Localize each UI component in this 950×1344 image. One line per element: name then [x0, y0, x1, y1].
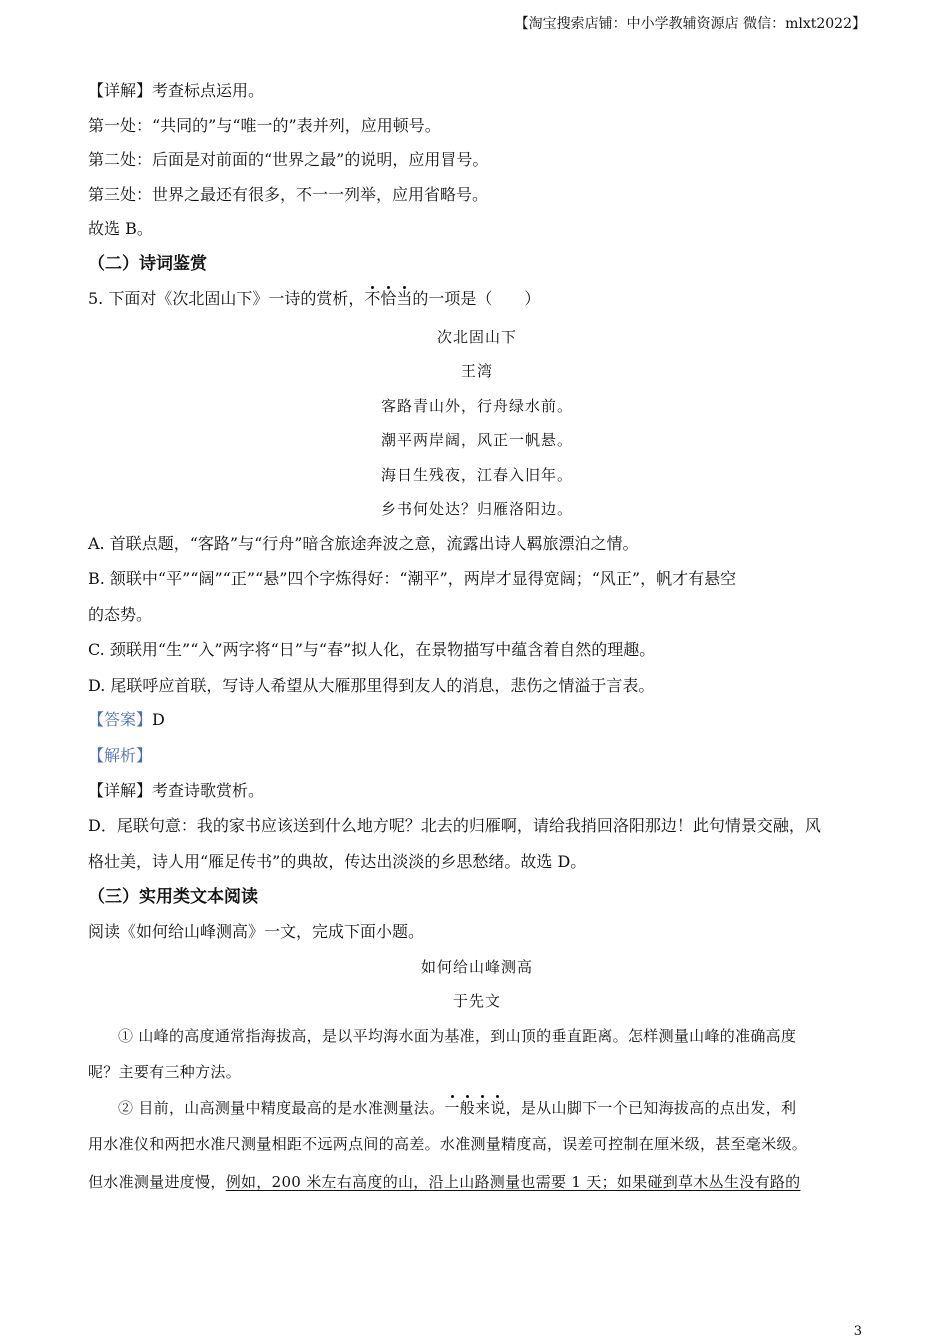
- q5-detail: 【详解】考查诗歌赏析。: [88, 781, 265, 800]
- option-d: D. 尾联呼应首联，写诗人希望从大雁那里得到友人的消息，悲伤之情溢于言表。: [88, 676, 655, 695]
- page-number: 3: [853, 1324, 862, 1339]
- article-p1-line-2: 呢？主要有三种方法。: [88, 1063, 242, 1081]
- page-header: 【淘宝搜索店铺：中小学教辅资源店 微信：mlxt2022】: [514, 16, 866, 32]
- section-3-intro: 阅读《如何给山峰测高》一文，完成下面小题。: [88, 922, 425, 941]
- emphasis-char: 当: [396, 289, 413, 308]
- poem-line: 客路青山外，行舟绿水前。: [380, 397, 573, 415]
- article-p2-suffix: ，是从山脚下一个已知海拔高的点出发，利: [505, 1099, 797, 1117]
- question-5: [88, 288, 866, 310]
- poem-line: 海日生残夜，江春入旧年。: [380, 466, 573, 484]
- answer-value: D: [152, 710, 165, 729]
- q4-point-1: 第一处：“共同的”与“唯一的”表并列，应用顿号。: [88, 116, 441, 135]
- emphasis-char: 般: [459, 1099, 475, 1117]
- q4-detail: 【详解】考查标点运用。: [88, 81, 265, 100]
- poem-line: 乡书何处达？归雁洛阳边。: [380, 500, 573, 518]
- article-title: 如何给山峰测高: [420, 958, 533, 976]
- emphasis-char: 来: [475, 1099, 491, 1117]
- poem-line: 潮平两岸阔，风正一帆悬。: [380, 431, 573, 449]
- q4-point-2: 第二处：后面是对前面的“世界之最”的说明，应用冒号。: [88, 150, 489, 169]
- question-5-suffix: 的一项是（ ）: [412, 289, 541, 308]
- option-b-line-2: 的态势。: [88, 605, 153, 624]
- option-a: A. 首联点题，“客路”与“行舟”暗含旅途奔波之意，流露出诗人羁旅漂泊之情。: [88, 534, 639, 553]
- emphasis-char: 恰: [380, 289, 397, 308]
- q5-explain-line-2: 格壮美，诗人用“雁足传书”的典故，传达出淡淡的乡思愁绪。故选 D。: [88, 852, 587, 871]
- answer: [88, 709, 866, 731]
- question-5-prefix: 5. 下面对《次北固山下》一诗的赏析，: [88, 289, 365, 308]
- poem-author: 王湾: [460, 362, 493, 380]
- poem-title: 次北固山下: [436, 328, 517, 346]
- option-b-line-1: B. 颔联中“平”“阔”“正”“悬”四个字炼得好：“潮平”，两岸才显得宽阔；“风正”，帆才有悬空: [88, 569, 737, 588]
- underlined-sentence: 例如，200 米左右高度的山，沿上山路测量也需要 1 天；如果碰到草木丛生没有路的: [225, 1173, 801, 1191]
- article-p1-line-1: ① 山峰的高度通常指海拔高，是以平均海水面为基准，到山顶的垂直距离。怎样测量山峰的准确高度: [118, 1027, 797, 1045]
- article-p2-line-3: [88, 1171, 866, 1193]
- q4-point-3: 第三处：世界之最还有很多，不一一列举，应用省略号。: [88, 185, 489, 204]
- section-3-title: （三）实用类文本阅读: [88, 887, 258, 907]
- article-p2-line-2: 用水准仪和两把水准尺测量相距不远两点间的高差。水准测量精度高，误差可控制在厘米级，甚至毫米级。: [88, 1135, 808, 1153]
- q4-conclusion: 故选 B。: [88, 219, 153, 238]
- article-p2-prefix: ② 目前，山高测量中精度最高的是水准测量法。: [118, 1099, 445, 1117]
- option-c: C. 颈联用“生”“入”两字将“日”与“春”拟人化，在景物描写中蕴含着自然的理趣。: [88, 640, 656, 659]
- emphasis-char: 不: [364, 289, 381, 308]
- emphasis-char: 一: [444, 1099, 460, 1117]
- emphasis-char: 说: [490, 1099, 506, 1117]
- analysis-label: 【解析】: [88, 746, 153, 765]
- q5-explain-line-1: D．尾联句意：我的家书应该送到什么地方呢？北去的归雁啊，请给我捎回洛阳那边！此句情景交融，风: [88, 816, 821, 835]
- answer-label: 【答案】: [88, 710, 153, 729]
- article-author: 于先文: [452, 992, 501, 1010]
- article-p2-line-1: [88, 1097, 866, 1119]
- article-p2-line-3-prefix: 但水准测量进度慢，: [88, 1173, 226, 1191]
- section-2-title: （二）诗词鉴赏: [88, 254, 207, 274]
